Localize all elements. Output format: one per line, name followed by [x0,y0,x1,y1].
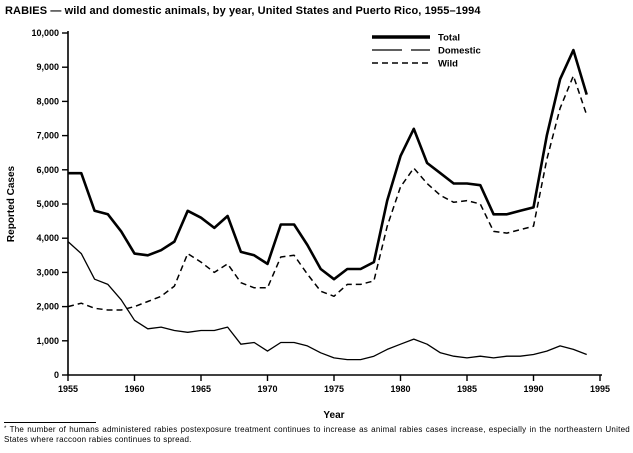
footnote-text: The number of humans administered rabies postexposure treatment continues to increase as animal rabies cases increase, especially in the northeastern United States where raccoon rabies continues to spread. [4,425,631,445]
x-tick-label: 1985 [456,384,478,394]
y-tick-label: 8,000 [36,96,59,107]
x-tick-label: 1970 [257,384,278,394]
footnote-marker: * [4,426,7,432]
x-tick-label: 1990 [523,384,544,394]
x-tick-label: 1965 [190,384,212,394]
x-tick-label: 1995 [589,384,611,394]
x-tick-label: 1980 [390,384,411,394]
y-tick-label: 10,000 [31,28,59,38]
legend-label-domestic: Domestic [438,45,481,57]
x-tick-label: 1975 [323,384,345,394]
x-axis-label: Year [323,410,345,420]
y-tick-label: 0 [53,370,59,380]
footnote-text-block [4,425,630,446]
y-tick-label: 1,000 [36,335,59,346]
series-line-domestic [68,242,587,360]
legend-label-total: Total [438,32,460,44]
y-tick-label: 6,000 [36,164,59,175]
x-tick-label: 1955 [57,384,79,394]
y-tick-label: 7,000 [36,130,59,141]
y-tick-label: 2,000 [36,301,59,312]
y-tick-label: 5,000 [36,199,59,209]
chart-title: RABIES — wild and domestic animals, by year, United States and Puerto Rico, 1955–1994 [5,5,481,17]
y-tick-label: 3,000 [36,267,59,278]
chart-footnote [4,422,630,446]
legend-label-wild: Wild [438,58,458,70]
y-tick-label: 9,000 [36,62,59,73]
y-tick-label: 4,000 [36,233,59,244]
footnote-separator [4,422,96,423]
series-line-total [68,50,587,279]
x-tick-label: 1960 [124,384,145,394]
y-axis-label: Reported Cases [6,165,17,243]
